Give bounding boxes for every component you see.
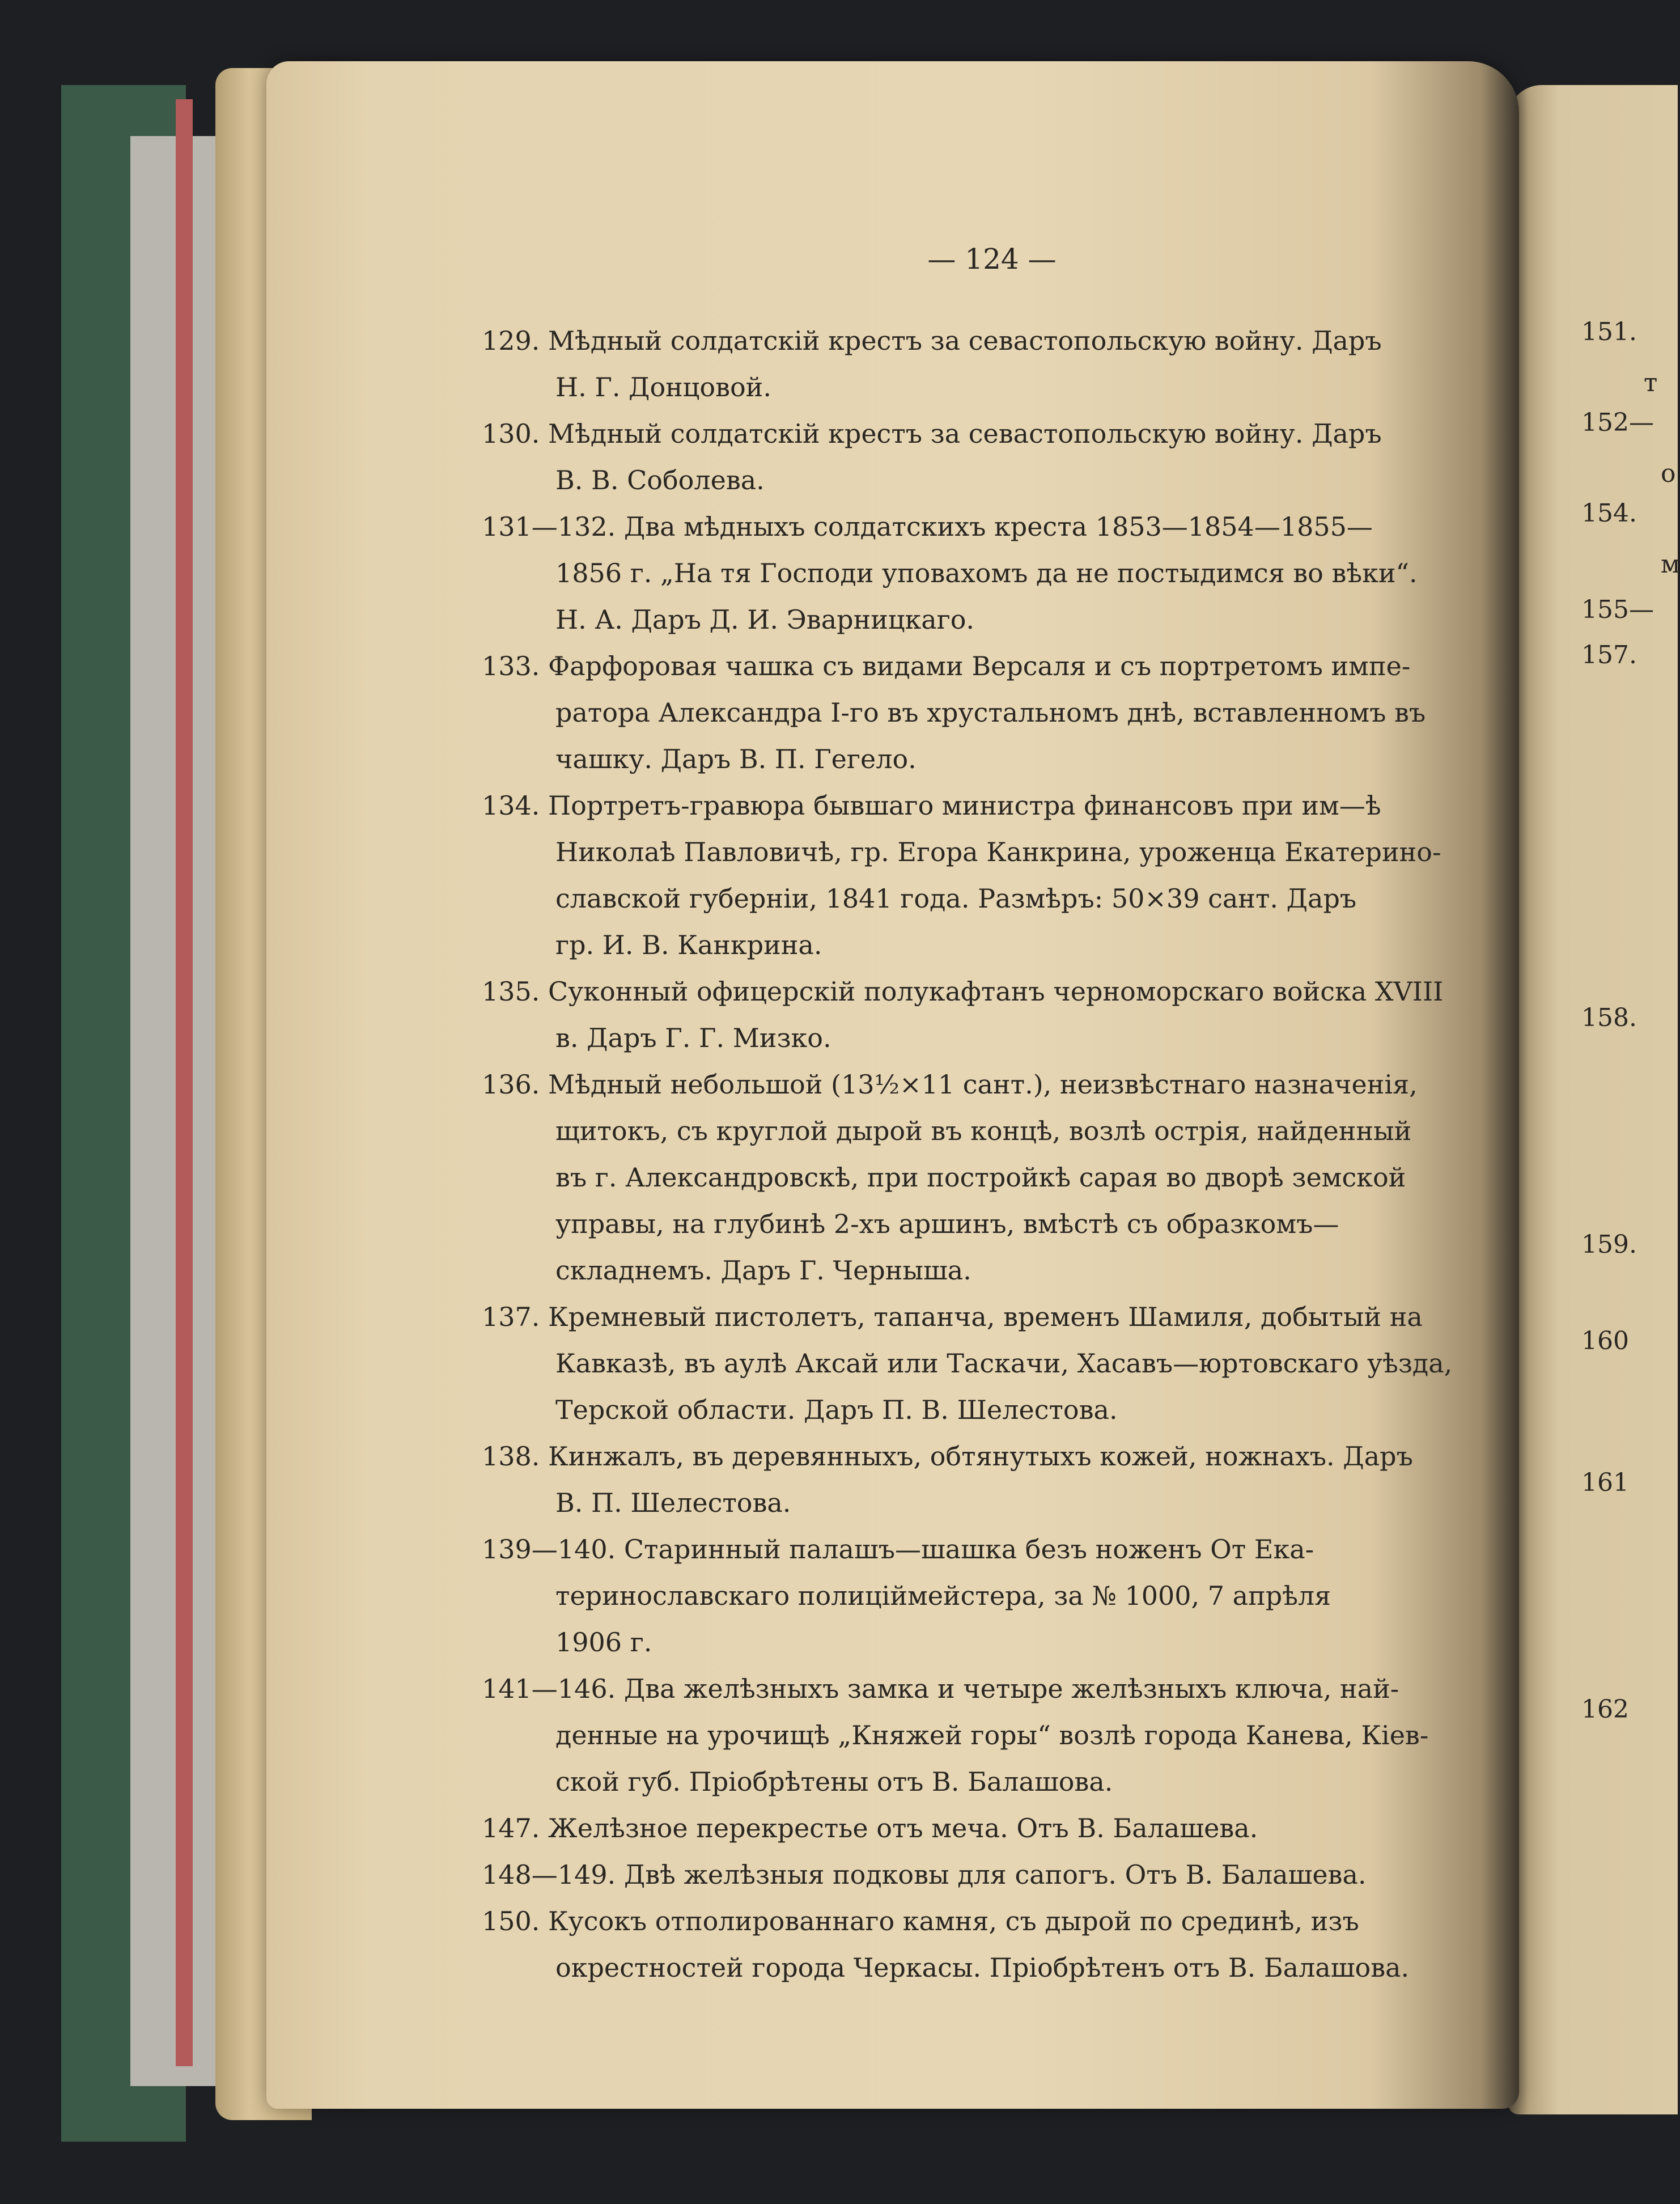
facing-page-fragment: 157.: [1581, 641, 1637, 669]
entry-first-line: 139—140. Старинный палашъ—шашка безъ ноженъ От Ека-: [482, 1534, 1314, 1565]
facing-page-fragment: м: [1661, 550, 1680, 579]
catalog-entries: [482, 317, 1496, 1991]
entry-continuation-line: щитокъ, съ круглой дырой въ концѣ, возлѣ острія, найденный: [555, 1116, 1412, 1146]
catalog-entry: [482, 1061, 1496, 1294]
entry-first-line: 130. Мѣдный солдатскій крестъ за севастопольскую войну. Даръ: [482, 418, 1382, 449]
catalog-entry: [482, 643, 1496, 782]
entry-first-line: 148—149. Двѣ желѣзныя подковы для сапогъ. Отъ В. Балашева.: [482, 1859, 1367, 1890]
entry-continuation-line: 1906 г.: [555, 1627, 652, 1658]
facing-page-fragment: 162: [1581, 1695, 1629, 1724]
facing-page-fragment: 159.: [1581, 1230, 1637, 1259]
catalog-entry: [482, 1851, 1496, 1898]
catalog-entry: [482, 317, 1496, 410]
entry-continuation-line: в. Даръ Г. Г. Мизко.: [555, 1023, 831, 1053]
entry-continuation-line: теринославскаго полицiймейстера, за № 1000, 7 апрѣля: [555, 1580, 1331, 1611]
entry-first-line: 129. Мѣдный солдатскій крестъ за севастопольскую войну. Даръ: [482, 325, 1382, 356]
catalog-entry: [482, 968, 1496, 1061]
facing-page-fragment: т: [1644, 368, 1658, 397]
catalog-entry: [482, 1805, 1496, 1851]
catalog-entry: [482, 410, 1496, 503]
entry-continuation-line: Н. Г. Донцовой.: [555, 372, 771, 402]
entry-continuation-line: окрестностей города Черкасы. Прiобрѣтенъ отъ В. Балашова.: [555, 1952, 1410, 1983]
entry-continuation-line: Кавказѣ, въ аулѣ Аксай или Таскачи, Хасавъ—юртовскаго уѣзда,: [555, 1348, 1453, 1379]
entry-continuation-line: въ г. Александровскѣ, при постройкѣ сарая во дворѣ земской: [555, 1162, 1406, 1193]
entry-continuation-line: В. П. Шелестова.: [555, 1487, 791, 1518]
facing-page-fragment: 152—: [1581, 408, 1654, 437]
facing-page-fragment: 158.: [1581, 1003, 1637, 1032]
entry-first-line: 141—146. Два желѣзныхъ замка и четыре желѣзныхъ ключа, най-: [482, 1673, 1399, 1704]
page-edge-red: [176, 99, 193, 2066]
entry-continuation-line: ратора Александра I-го въ хрустальномъ днѣ, вставленномъ въ: [555, 697, 1426, 728]
entry-continuation-line: денные на урочищѣ „Княжей горы“ возлѣ города Канева, Кiев-: [555, 1720, 1429, 1751]
catalog-entry: [482, 1526, 1496, 1665]
entry-continuation-line: славской губерніи, 1841 года. Размѣръ: 50×39 сант. Даръ: [555, 883, 1357, 914]
facing-page-fragment: о: [1661, 459, 1676, 488]
entry-first-line: 134. Портретъ-гравюра бывшаго министра финансовъ при им—ѣ: [482, 790, 1381, 821]
entry-first-line: 136. Мѣдный небольшой (13½×11 сант.), неизвѣстнаго назначенія,: [482, 1069, 1418, 1100]
entry-first-line: 137. Кремневый пистолетъ, тапанча, временъ Шамиля, добытый на: [482, 1302, 1423, 1332]
catalog-entry: [482, 1433, 1496, 1526]
entry-first-line: 135. Суконный офицерскій полукафтанъ черноморскаго войска XVIII: [482, 976, 1444, 1007]
entry-first-line: 138. Кинжалъ, въ деревянныхъ, обтянутыхъ кожей, ножнахъ. Даръ: [482, 1441, 1413, 1472]
entry-continuation-line: Н. А. Даръ Д. И. Эварницкаго.: [555, 604, 975, 635]
entry-continuation-line: управы, на глубинѣ 2-хъ аршинъ, вмѣстѣ съ образкомъ—: [555, 1209, 1339, 1239]
facing-page-fragment: 161: [1581, 1468, 1629, 1497]
facing-page-fragment: 154.: [1581, 499, 1637, 528]
entry-first-line: 147. Желѣзное перекрестье отъ меча. Отъ В. Балашева.: [482, 1813, 1258, 1843]
entry-continuation-line: 1856 г. „На тя Господи уповахомъ да не постыдимся во вѣки“.: [555, 558, 1418, 588]
entry-continuation-line: Николаѣ Павловичѣ, гр. Егора Канкрина, уроженца Екатерино-: [555, 837, 1441, 867]
entry-continuation-line: гр. И. В. Канкрина.: [555, 930, 822, 960]
entry-first-line: 131—132. Два мѣдныхъ солдатскихъ креста 1853—1854—1855—: [482, 511, 1373, 542]
entry-first-line: 150. Кусокъ отполированнаго камня, съ дырой по срединѣ, изъ: [482, 1906, 1359, 1936]
entry-continuation-line: чашку. Даръ В. П. Гегело.: [555, 744, 917, 774]
facing-page-fragment: 155—: [1581, 595, 1654, 624]
entry-first-line: 133. Фарфоровая чашка съ видами Версаля и съ портретомъ импе-: [482, 651, 1411, 681]
entry-continuation-line: ской губ. Прiобрѣтены отъ В. Балашова.: [555, 1766, 1113, 1797]
entry-continuation-line: складнемъ. Даръ Г. Черныша.: [555, 1255, 971, 1286]
entry-continuation-line: В. В. Соболева.: [555, 465, 765, 495]
page-number: — 124 —: [927, 243, 1057, 276]
facing-page-fragment: 160: [1581, 1326, 1629, 1355]
catalog-entry: [482, 1898, 1496, 1991]
entry-continuation-line: Терской области. Даръ П. В. Шелестова.: [555, 1395, 1118, 1425]
catalog-entry: [482, 503, 1496, 643]
catalog-entry: [482, 1294, 1496, 1433]
facing-page-fragment: 151.: [1581, 317, 1637, 346]
catalog-entry: [482, 782, 1496, 968]
catalog-entry: [482, 1665, 1496, 1805]
